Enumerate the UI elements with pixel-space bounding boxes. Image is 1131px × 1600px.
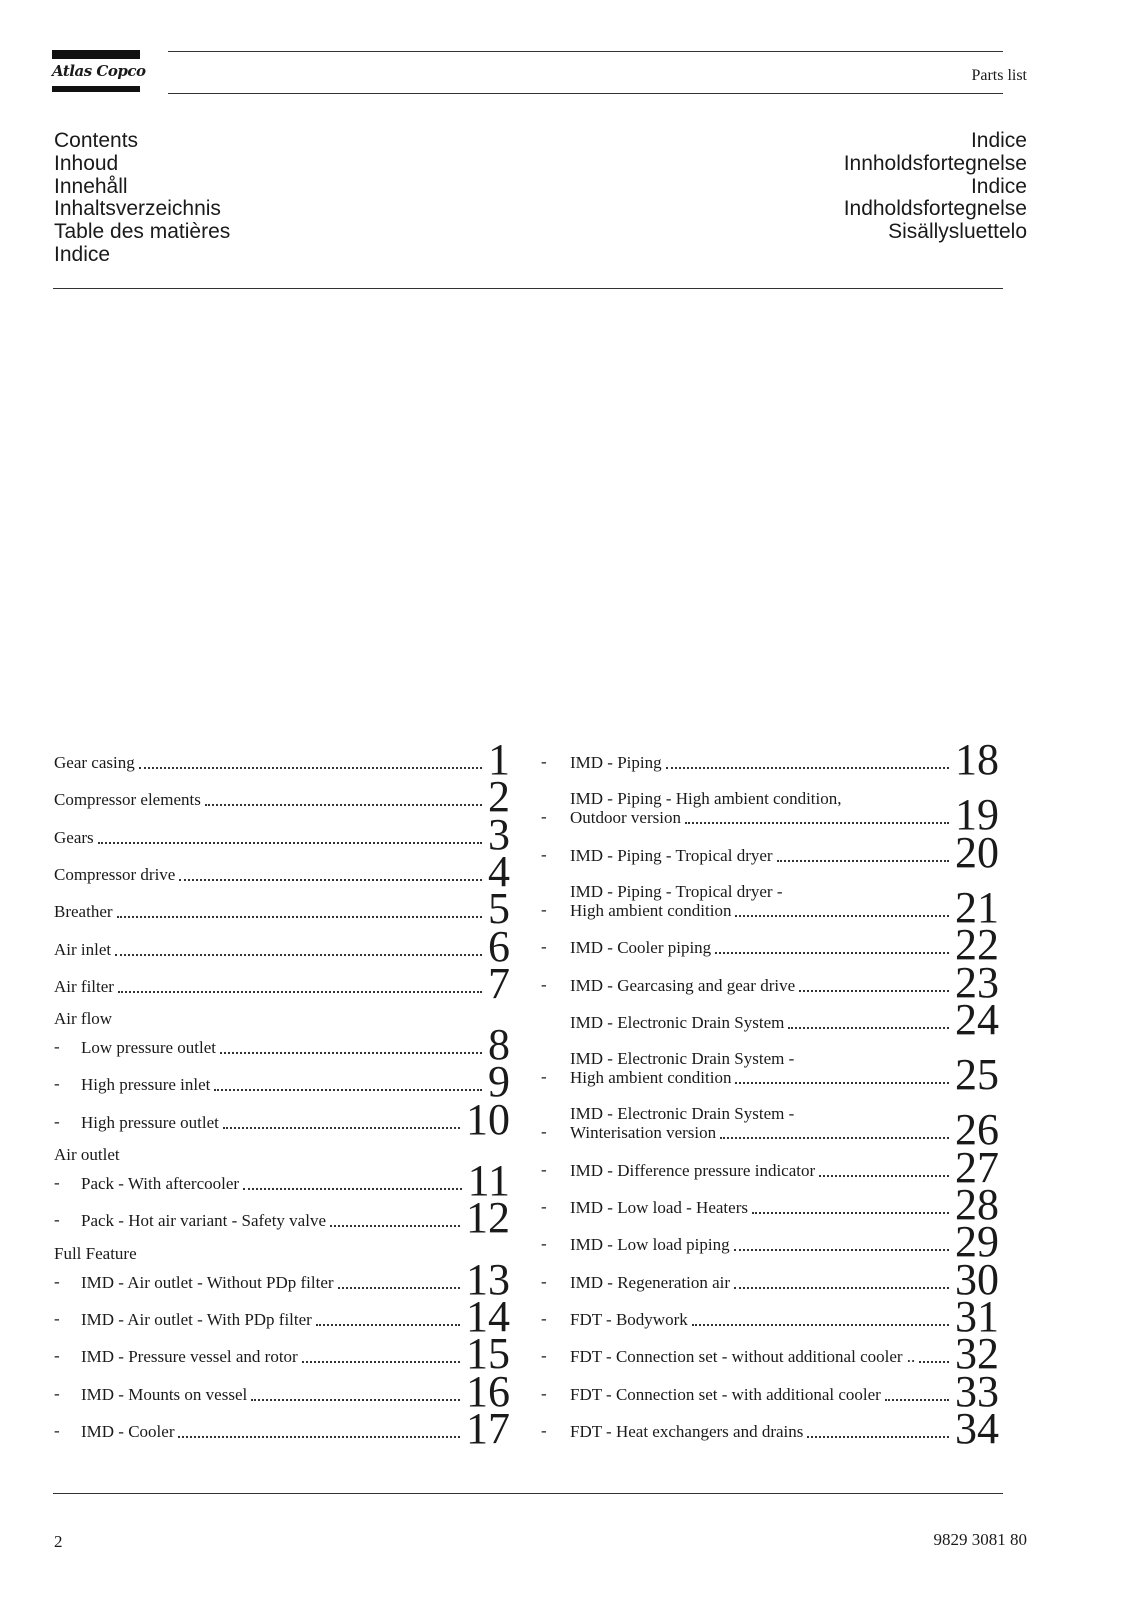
contents-heading: Contents bbox=[54, 129, 139, 152]
toc-entry bbox=[541, 1366, 999, 1416]
toc-entry-page-number: 9 bbox=[488, 1057, 510, 1107]
toc-entry-page-number: 24 bbox=[955, 994, 999, 1044]
toc-entry bbox=[54, 1291, 510, 1341]
toc-entry bbox=[541, 994, 999, 1044]
toc-entry-page-number: 6 bbox=[488, 921, 510, 971]
logo-wordmark: Atlas Copco bbox=[52, 62, 146, 80]
toc-entry-page-number: 22 bbox=[955, 920, 999, 970]
contents-heading: Inhoud bbox=[54, 151, 119, 175]
toc-entry-leader bbox=[715, 952, 949, 954]
toc-entry-dash: - bbox=[54, 1383, 60, 1403]
toc-entry-leader bbox=[788, 1027, 949, 1029]
toc-entry-leader bbox=[685, 822, 949, 824]
toc-entry-label: Compressor drive bbox=[54, 864, 176, 884]
toc-entry bbox=[541, 1217, 999, 1267]
toc-entry bbox=[54, 809, 510, 859]
toc-entry bbox=[54, 1403, 510, 1453]
contents-heading: Indice bbox=[970, 174, 1027, 198]
footer-rule bbox=[53, 1493, 1003, 1494]
toc-entry-leader bbox=[752, 1212, 949, 1214]
toc-entry-leader bbox=[220, 1052, 482, 1054]
toc-entry-dash: - bbox=[54, 1346, 60, 1366]
toc-entry-leader bbox=[338, 1287, 460, 1289]
contents-headings-left bbox=[54, 130, 230, 267]
toc-entry bbox=[54, 1329, 510, 1379]
toc-entry-leader bbox=[692, 1324, 949, 1326]
toc-entry-dash: - bbox=[541, 937, 547, 957]
toc-entry-dash: - bbox=[54, 1420, 60, 1440]
toc-entry-page-number: 32 bbox=[955, 1329, 999, 1379]
toc-entry-label-line1: IMD - Piping - Tropical dryer - bbox=[570, 881, 783, 901]
toc-entry-label: IMD - Cooler piping bbox=[570, 938, 712, 958]
toc-entry-page-number: 8 bbox=[488, 1020, 510, 1070]
toc-entry-label: Compressor elements bbox=[54, 790, 201, 810]
toc-entry-page-number: 16 bbox=[466, 1366, 510, 1416]
contents-divider bbox=[53, 288, 1003, 289]
contents-heading: Sisällysluettelo bbox=[888, 220, 1027, 244]
toc-entry-page-number: 1 bbox=[488, 735, 510, 784]
toc-entry-dash: - bbox=[541, 974, 547, 994]
toc-entry-dash: - bbox=[541, 1159, 547, 1179]
toc-entry-dash: - bbox=[54, 1037, 60, 1057]
toc-entry bbox=[54, 1020, 510, 1070]
toc-entry-leader bbox=[885, 1399, 949, 1401]
toc-entry-leader bbox=[735, 1082, 949, 1084]
toc-entry-label: IMD - Mounts on vessel bbox=[81, 1384, 248, 1404]
toc-entry bbox=[541, 789, 999, 840]
toc-entry-dash: - bbox=[54, 1308, 60, 1328]
toc-entry-page-number: 13 bbox=[466, 1254, 510, 1304]
page-number: 2 bbox=[54, 1532, 63, 1551]
toc-entry-page-number: 19 bbox=[955, 790, 999, 840]
toc-entry-label: Gears bbox=[54, 827, 94, 847]
toc-entry-dash: - bbox=[541, 1067, 547, 1087]
toc-entry-leader bbox=[117, 916, 482, 918]
toc-entry-label: IMD - Gearcasing and gear drive bbox=[570, 975, 796, 995]
toc-entry bbox=[54, 921, 510, 971]
toc-entry-label: FDT - Bodywork bbox=[570, 1309, 688, 1329]
toc-entry-leader bbox=[919, 1361, 949, 1363]
toc-entry-dash: - bbox=[54, 1173, 60, 1192]
toc-entry bbox=[541, 881, 999, 932]
toc-entry-page-number: 28 bbox=[955, 1180, 999, 1229]
toc-entry-page-number: 5 bbox=[488, 884, 510, 934]
toc-entry-label-line1: IMD - Piping - High ambient condition, bbox=[570, 789, 842, 809]
toc-entry-dash: - bbox=[54, 1210, 60, 1230]
toc-entry-page-number: 4 bbox=[488, 846, 510, 896]
toc-entry-page-number: 18 bbox=[955, 735, 999, 784]
toc-entry-page-number: 27 bbox=[955, 1142, 999, 1192]
toc-entry-leader bbox=[214, 1089, 482, 1091]
toc-entry-page-number: 31 bbox=[955, 1291, 999, 1341]
header-title: Parts list bbox=[971, 67, 1027, 84]
logo-bar-bottom bbox=[52, 86, 140, 92]
toc-entry bbox=[541, 735, 999, 784]
toc-entry-label-line1: IMD - Electronic Drain System - bbox=[570, 1049, 795, 1069]
toc-entry-label: IMD - Piping - Tropical dryer bbox=[570, 845, 773, 865]
toc-entry-label: Air filter bbox=[54, 976, 114, 996]
toc-entry-label: IMD - Low load piping bbox=[570, 1235, 730, 1255]
toc-entry bbox=[54, 772, 510, 822]
toc-entry-label: IMD - Cooler bbox=[81, 1421, 175, 1441]
toc-entry-leader bbox=[819, 1175, 949, 1177]
toc-entry-label-line1: IMD - Electronic Drain System - bbox=[570, 1104, 795, 1124]
toc-entry-label: IMD - Regeneration air bbox=[570, 1272, 731, 1292]
toc-entry bbox=[541, 1329, 999, 1379]
toc-entry-leader bbox=[115, 954, 482, 956]
toc-entry-label: FDT - Connection set - without additional cooler .. bbox=[570, 1347, 916, 1367]
contents-heading: Indice bbox=[54, 242, 111, 266]
toc-entry bbox=[54, 1366, 510, 1416]
toc-entry-dash: - bbox=[541, 1346, 547, 1366]
toc-entry-label: Low pressure outlet bbox=[81, 1038, 217, 1058]
toc-group-heading: Full Feature bbox=[54, 1243, 137, 1263]
toc-entry-page-number: 3 bbox=[488, 809, 510, 859]
toc-entry-label: High ambient condition bbox=[570, 1068, 732, 1088]
toc-entry-label: FDT - Connection set - with additional cooler bbox=[570, 1384, 881, 1404]
toc-entry-label: IMD - Low load - Heaters bbox=[570, 1198, 748, 1217]
toc-entry-label: IMD - Electronic Drain System bbox=[570, 1012, 785, 1032]
toc-entry-leader bbox=[98, 842, 482, 844]
toc-entry-leader bbox=[251, 1399, 460, 1401]
toc-entry-page-number: 7 bbox=[488, 958, 510, 1008]
contents-heading: Inhaltsverzeichnis bbox=[54, 197, 221, 221]
toc-entry-dash: - bbox=[54, 1271, 60, 1291]
toc-entry-label: High pressure inlet bbox=[81, 1075, 211, 1095]
toc-entry-leader bbox=[316, 1324, 460, 1326]
toc-group-heading: Air flow bbox=[54, 1009, 113, 1029]
toc-entry-label: FDT - Heat exchangers and drains bbox=[570, 1421, 804, 1441]
toc-entry bbox=[541, 1291, 999, 1341]
toc-entry-leader bbox=[118, 991, 482, 993]
toc-entry-dash: - bbox=[541, 1122, 547, 1142]
toc-entry bbox=[541, 1142, 999, 1192]
toc-entry-leader bbox=[799, 990, 949, 992]
toc-entry bbox=[54, 1193, 510, 1243]
toc-entry-leader bbox=[178, 1436, 460, 1438]
toc-entry-page-number: 30 bbox=[955, 1254, 999, 1304]
toc-entry-dash: - bbox=[541, 1234, 547, 1254]
toc-entry-leader bbox=[302, 1361, 460, 1363]
toc-entry-label: Air inlet bbox=[54, 939, 112, 959]
toc-entry-leader bbox=[223, 1127, 460, 1129]
toc-entry-dash: - bbox=[541, 1420, 547, 1440]
toc-entry-page-number: 26 bbox=[955, 1105, 999, 1155]
toc-entry bbox=[54, 1057, 510, 1107]
toc-entry-leader bbox=[666, 767, 949, 769]
toc-entry-label: High pressure outlet bbox=[81, 1112, 219, 1132]
toc-entry-dash: - bbox=[541, 1308, 547, 1328]
toc-entry-label: IMD - Difference pressure indicator bbox=[570, 1160, 816, 1180]
toc-entry-label: Pack - Hot air variant - Safety valve bbox=[81, 1211, 326, 1231]
contents-headings-right bbox=[844, 130, 1027, 244]
document-number: 9829 3081 80 bbox=[933, 1530, 1027, 1549]
toc-entry-page-number: 15 bbox=[466, 1329, 510, 1379]
toc-entry bbox=[541, 1254, 999, 1304]
toc-entry-label: Winterisation version bbox=[570, 1123, 717, 1143]
toc-left-column bbox=[54, 735, 510, 1460]
toc-entry-page-number: 14 bbox=[466, 1291, 510, 1341]
contents-heading: Innehåll bbox=[54, 174, 128, 198]
toc-group-heading: Air outlet bbox=[54, 1145, 120, 1164]
header-rule-top bbox=[168, 51, 1003, 52]
toc-entry-leader bbox=[205, 804, 482, 806]
toc-entry bbox=[54, 1094, 510, 1144]
toc-entry-dash: - bbox=[541, 807, 547, 827]
logo-bar-top bbox=[52, 50, 140, 59]
toc-entry-page-number: 10 bbox=[466, 1094, 510, 1144]
contents-heading: Indholdsfortegnelse bbox=[843, 197, 1027, 221]
toc-entry-label: Outdoor version bbox=[570, 808, 681, 828]
toc-entry-page-number: 11 bbox=[467, 1156, 510, 1205]
toc-entry-leader bbox=[179, 879, 482, 881]
toc-entry-label: Pack - With aftercooler bbox=[81, 1174, 240, 1193]
toc-entry-leader bbox=[330, 1225, 460, 1227]
toc-entry-leader bbox=[807, 1436, 949, 1438]
atlas-copco-logo bbox=[52, 50, 146, 94]
toc-entry-label: Breather bbox=[54, 902, 113, 922]
toc-entry bbox=[54, 884, 510, 934]
toc-entry-label: Gear casing bbox=[54, 753, 135, 772]
toc-entry-dash: - bbox=[54, 1111, 60, 1131]
toc-entry-leader bbox=[734, 1249, 949, 1251]
toc-entry-page-number: 23 bbox=[955, 957, 999, 1007]
toc-right-column bbox=[541, 735, 999, 1460]
toc-entry bbox=[541, 1403, 999, 1453]
toc-entry bbox=[541, 1180, 999, 1229]
toc-entry-dash: - bbox=[541, 1383, 547, 1403]
contents-heading: Indice bbox=[970, 129, 1027, 152]
toc-entry-label: High ambient condition bbox=[570, 900, 732, 920]
toc-entry-page-number: 2 bbox=[488, 772, 510, 822]
toc-entry-leader bbox=[139, 767, 482, 769]
toc-entry-dash: - bbox=[541, 899, 547, 919]
toc-entry-page-number: 33 bbox=[955, 1366, 999, 1416]
toc-entry-page-number: 25 bbox=[955, 1050, 999, 1100]
toc-entry-page-number: 21 bbox=[955, 882, 999, 932]
toc-entry-page-number: 29 bbox=[955, 1217, 999, 1267]
contents-heading: Table des matières bbox=[54, 220, 231, 244]
toc-entry-leader bbox=[734, 1287, 949, 1289]
toc-entry bbox=[54, 958, 510, 1008]
toc-entry-page-number: 17 bbox=[466, 1403, 510, 1453]
toc-entry bbox=[54, 1156, 510, 1205]
toc-entry bbox=[54, 1254, 510, 1304]
toc-entry-page-number: 12 bbox=[466, 1193, 510, 1243]
toc-entry-dash: - bbox=[54, 1074, 60, 1094]
toc-entry-leader bbox=[735, 915, 949, 917]
toc-entry-page-number: 20 bbox=[955, 827, 999, 877]
toc-entry bbox=[54, 846, 510, 896]
toc-entry bbox=[541, 827, 999, 877]
toc-entry-dash: - bbox=[541, 844, 547, 864]
toc-entry-label: IMD - Pressure vessel and rotor bbox=[81, 1347, 298, 1367]
toc-entry-dash: - bbox=[541, 752, 547, 771]
toc-entry-leader bbox=[720, 1137, 949, 1139]
toc-entry bbox=[541, 1104, 999, 1155]
toc-entry-leader bbox=[243, 1188, 462, 1190]
toc-entry bbox=[54, 735, 510, 784]
header-rule-bottom bbox=[168, 93, 1003, 94]
toc-entry bbox=[541, 957, 999, 1007]
toc-entry-dash: - bbox=[541, 1271, 547, 1291]
toc-entry-dash: - bbox=[541, 1197, 547, 1216]
toc-entry-label: IMD - Air outlet - Without PDp filter bbox=[81, 1272, 334, 1292]
toc-entry bbox=[541, 1049, 999, 1100]
toc-entry-label: IMD - Piping bbox=[570, 753, 662, 772]
toc-entry-page-number: 34 bbox=[955, 1403, 999, 1453]
toc-entry-label: IMD - Air outlet - With PDp filter bbox=[81, 1309, 312, 1329]
toc-entry-leader bbox=[777, 860, 949, 862]
contents-heading: Innholdsfortegnelse bbox=[843, 151, 1027, 175]
toc-entry bbox=[541, 920, 999, 970]
